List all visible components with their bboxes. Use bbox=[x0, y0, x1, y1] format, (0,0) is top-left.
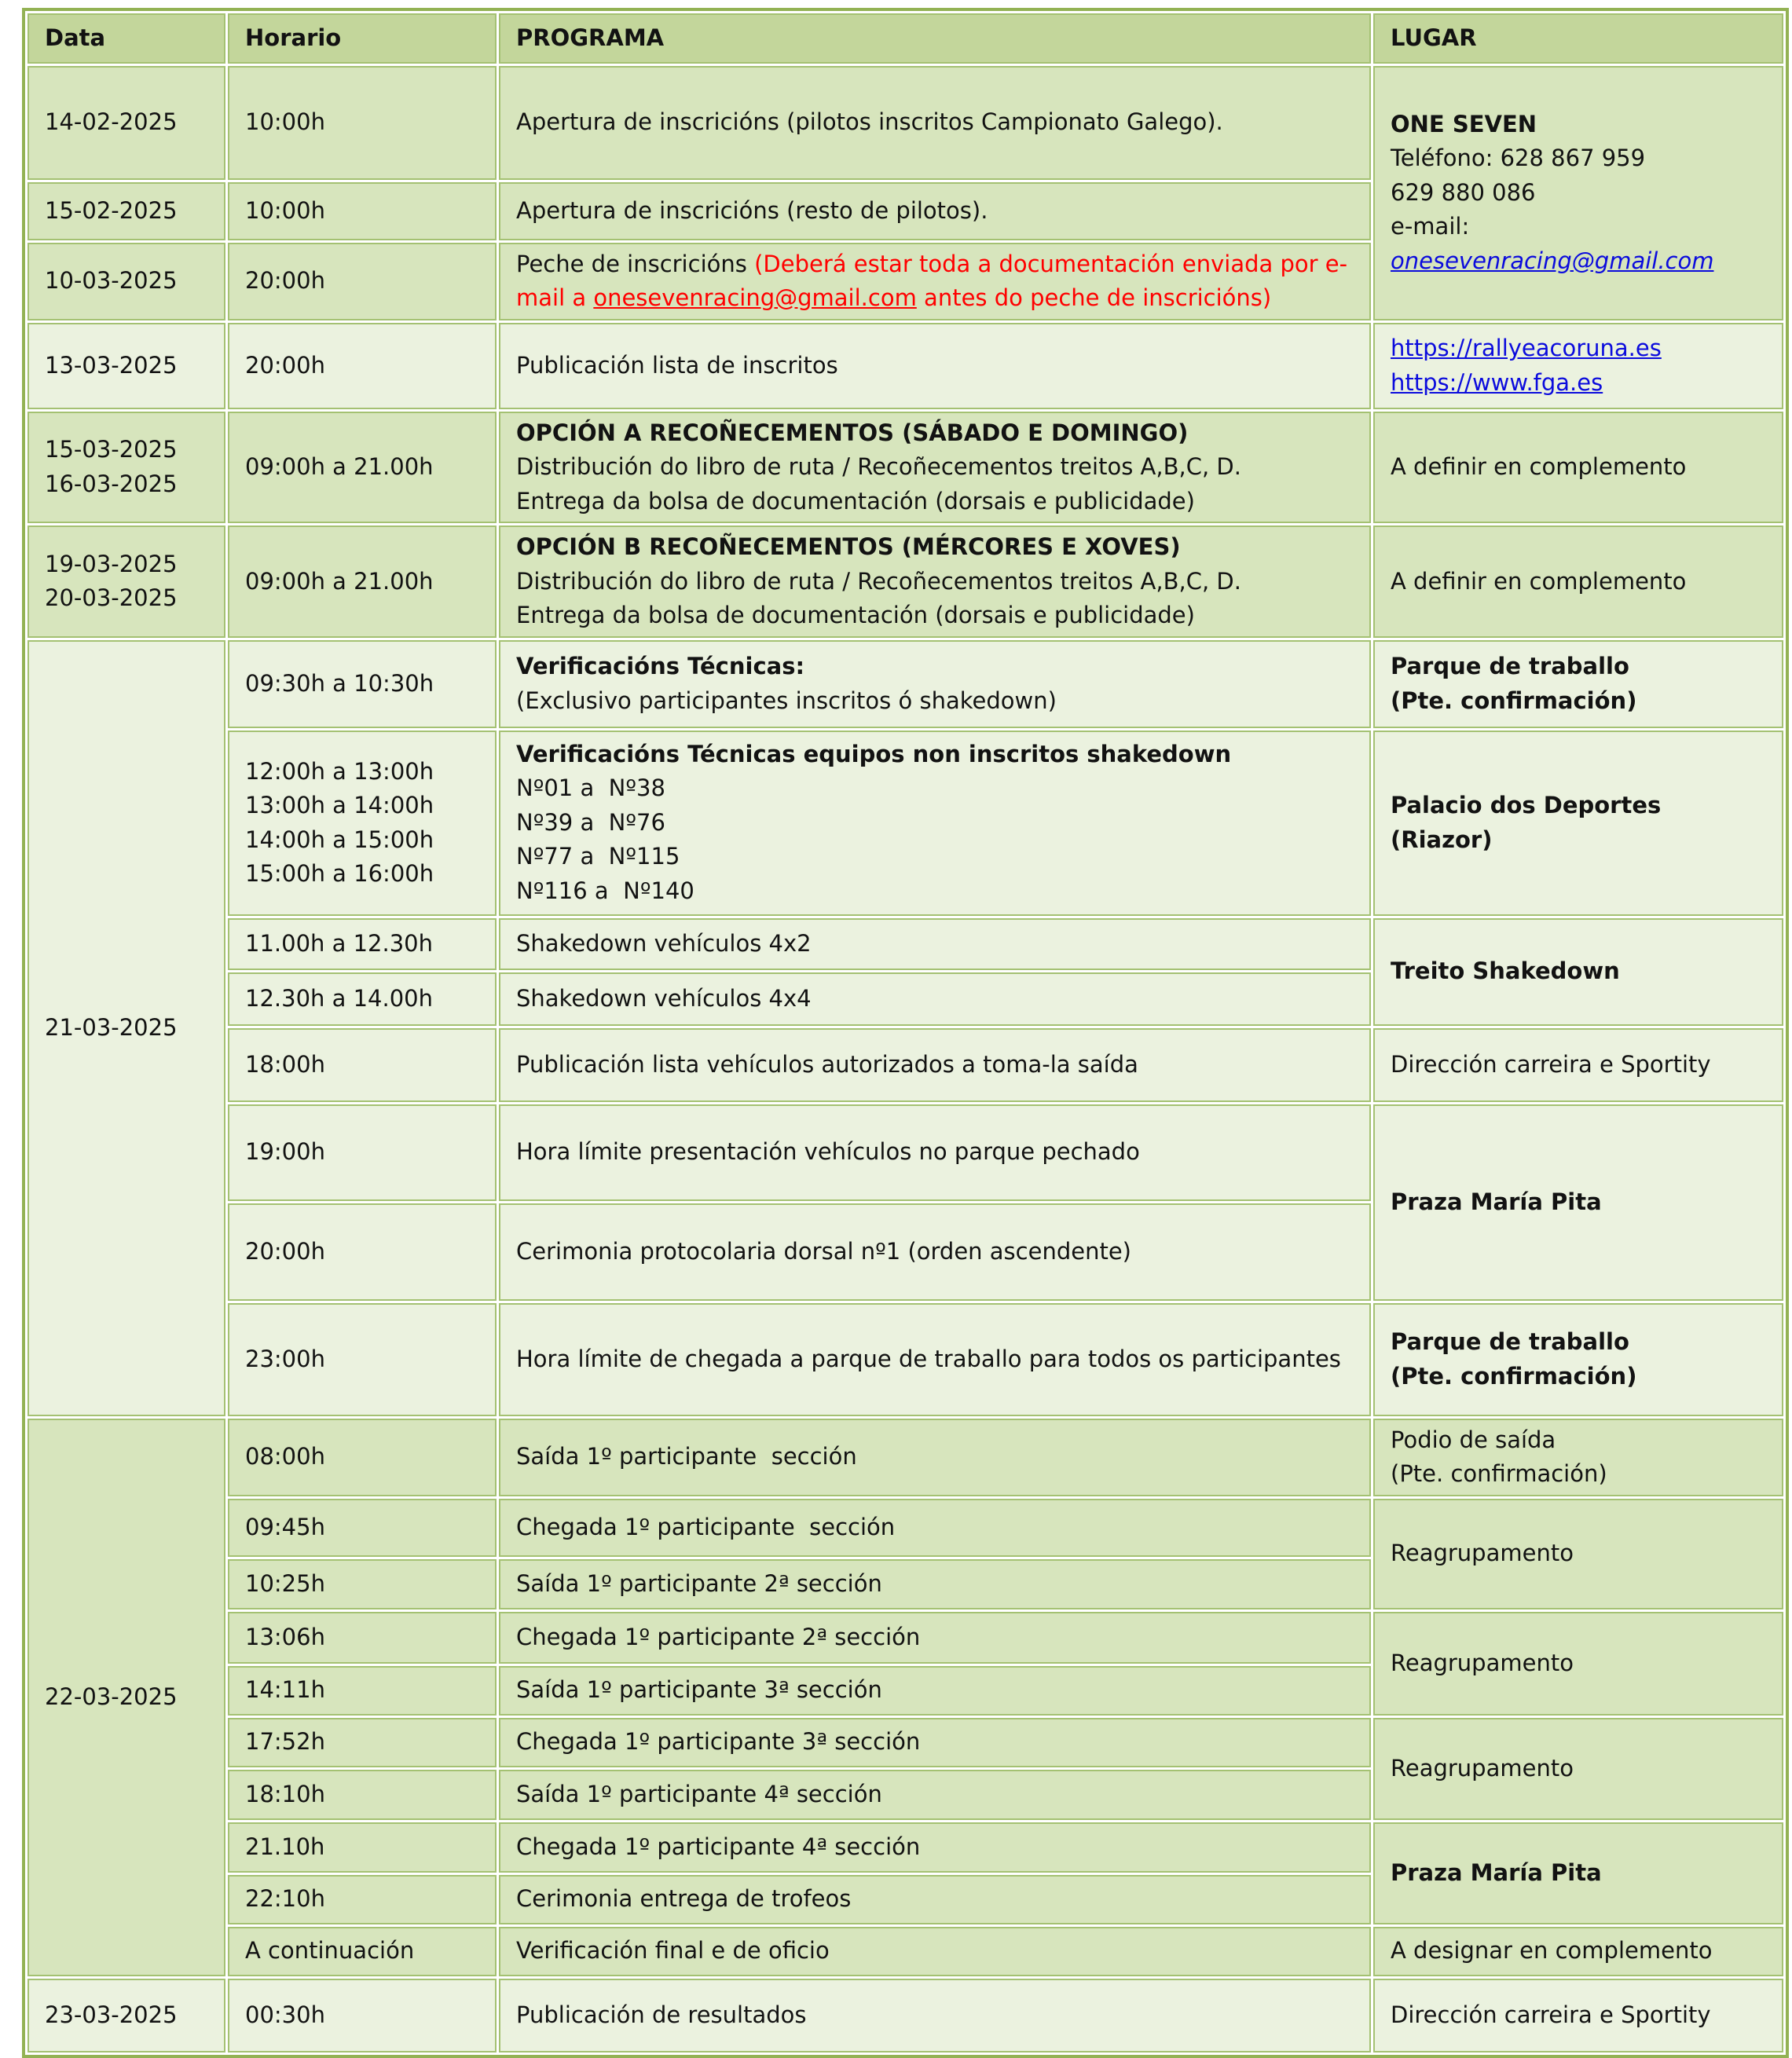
programa-cell bbox=[499, 640, 1371, 728]
programa-text: Saída 1º participante 3ª sección bbox=[516, 1676, 882, 1704]
time-value: 13:06h bbox=[245, 1623, 325, 1650]
date-value: 19-03-2025 bbox=[45, 550, 178, 577]
lugar-text: Dirección carreira e Sportity bbox=[1391, 2001, 1711, 2028]
lugar-cell bbox=[1373, 731, 1783, 916]
date-value: 21-03-2025 bbox=[45, 1013, 178, 1041]
table-row bbox=[27, 525, 1783, 638]
organizer-phone-1: Teléfono: 628 867 959 bbox=[1391, 145, 1646, 172]
time-value: 09:30h a 10:30h bbox=[245, 669, 434, 697]
lugar-text: Praza María Pita bbox=[1391, 1188, 1602, 1215]
time-cell bbox=[228, 1203, 497, 1301]
lugar-cell bbox=[1373, 640, 1783, 728]
programa-title: Verificacións Técnicas equipos non inscritos shakedown bbox=[516, 740, 1232, 767]
programa-cell bbox=[499, 412, 1371, 524]
time-cell bbox=[228, 1499, 497, 1557]
programa-cell bbox=[499, 918, 1371, 970]
time-value: 20:00h bbox=[245, 267, 325, 295]
column-header-label: Horario bbox=[245, 24, 342, 51]
programa-text: Publicación lista de inscritos bbox=[516, 351, 838, 379]
deadline-warning-text: (Deberá estar toda a documentación enviada por e-mail a bbox=[516, 250, 1348, 311]
time-cell bbox=[228, 1875, 497, 1924]
programa-text: Saída 1º participante 4ª sección bbox=[516, 1780, 882, 1807]
lugar-links-cell bbox=[1373, 323, 1783, 409]
date-cell bbox=[27, 525, 225, 638]
table-row bbox=[27, 1718, 1783, 1767]
programa-cell bbox=[499, 1499, 1371, 1557]
date-cell bbox=[27, 640, 225, 1416]
programa-text: Shakedown vehículos 4x4 bbox=[516, 984, 812, 1012]
programa-text: Hora límite presentación vehículos no parque pechado bbox=[516, 1138, 1140, 1166]
date-value: 20-03-2025 bbox=[45, 584, 178, 612]
programa-text: Peche de inscricións bbox=[516, 250, 755, 277]
programa-text: Verificación final e de oficio bbox=[516, 1937, 830, 1965]
email-link[interactable]: onesevenracing@gmail.com bbox=[1391, 247, 1714, 274]
lugar-text: Reagrupamento bbox=[1391, 1754, 1574, 1782]
time-cell bbox=[228, 182, 497, 240]
date-value: 22-03-2025 bbox=[45, 1683, 178, 1710]
lugar-text: (Riazor) bbox=[1391, 826, 1493, 853]
table-row bbox=[27, 323, 1783, 409]
time-value: 09:00h a 21.00h bbox=[245, 453, 434, 480]
programa-text: Nº116 a Nº140 bbox=[516, 877, 694, 904]
programa-title: OPCIÓN A RECOÑECEMENTOS (SÁBADO E DOMINGO) bbox=[516, 419, 1189, 446]
time-cell bbox=[228, 1979, 497, 2053]
lugar-cell bbox=[1373, 1718, 1783, 1820]
lugar-cell bbox=[1373, 1499, 1783, 1609]
time-value: 11.00h a 12.30h bbox=[245, 929, 434, 957]
column-header-data bbox=[27, 13, 225, 64]
time-cell bbox=[228, 323, 497, 409]
time-cell bbox=[228, 1104, 497, 1201]
column-header-programa bbox=[499, 13, 1371, 64]
programa-text: Saída 1º participante sección bbox=[516, 1443, 857, 1470]
programa-text: Cerimonia protocolaria dorsal nº1 (orden ascendente) bbox=[516, 1237, 1131, 1265]
time-cell bbox=[228, 66, 497, 180]
table-row bbox=[27, 66, 1783, 180]
date-cell bbox=[27, 1419, 225, 1976]
lugar-text: A definir en complemento bbox=[1391, 453, 1687, 480]
time-cell bbox=[228, 1718, 497, 1767]
lugar-text: Praza María Pita bbox=[1391, 1858, 1602, 1886]
website-link-rallyeacoruna[interactable]: https://rallyeacoruna.es bbox=[1391, 335, 1662, 361]
programa-cell bbox=[499, 66, 1371, 180]
time-value: 20:00h bbox=[245, 1237, 325, 1265]
time-cell bbox=[228, 243, 497, 320]
date-value: 10-03-2025 bbox=[45, 267, 178, 295]
time-value: 10:00h bbox=[245, 108, 325, 136]
programa-cell bbox=[499, 1770, 1371, 1820]
lugar-text: (Pte. confirmación) bbox=[1391, 1460, 1607, 1487]
programa-text: Entrega da bolsa de documentación (dorsais e publicidade) bbox=[516, 602, 1195, 628]
programa-text: Distribución do libro de ruta / Recoñecementos treitos A,B,C, D. bbox=[516, 567, 1241, 595]
lugar-text: Treito Shakedown bbox=[1391, 958, 1620, 985]
time-value: 09:00h a 21.00h bbox=[245, 567, 434, 595]
time-value: 18:00h bbox=[245, 1050, 325, 1078]
organizer-name: ONE SEVEN bbox=[1391, 110, 1537, 137]
time-value: 21.10h bbox=[245, 1833, 325, 1860]
table-row bbox=[27, 1104, 1783, 1201]
programa-cell bbox=[499, 1203, 1371, 1301]
table-row bbox=[27, 731, 1783, 916]
organizer-phone-2: 629 880 086 bbox=[1391, 178, 1536, 206]
programa-cell bbox=[499, 731, 1371, 916]
column-header-label: PROGRAMA bbox=[516, 24, 665, 51]
date-cell bbox=[27, 323, 225, 409]
time-value: 13:00h a 14:00h bbox=[245, 792, 434, 818]
deadline-warning-text: antes do peche de inscricións) bbox=[916, 284, 1272, 311]
time-cell bbox=[228, 1303, 497, 1416]
lugar-text: (Pte. confirmación) bbox=[1391, 687, 1637, 714]
time-cell bbox=[228, 412, 497, 524]
table-row bbox=[27, 640, 1783, 728]
date-cell bbox=[27, 1979, 225, 2053]
time-value: 19:00h bbox=[245, 1138, 325, 1166]
lugar-cell bbox=[1373, 1612, 1783, 1716]
time-cell bbox=[228, 1822, 497, 1873]
programa-cell bbox=[499, 525, 1371, 638]
time-value: A continuación bbox=[245, 1937, 415, 1965]
time-value: 22:10h bbox=[245, 1885, 325, 1913]
date-cell bbox=[27, 243, 225, 320]
programa-cell bbox=[499, 1875, 1371, 1924]
lugar-text: Reagrupamento bbox=[1391, 1540, 1574, 1567]
time-value: 00:30h bbox=[245, 2001, 325, 2028]
date-value: 23-03-2025 bbox=[45, 2001, 178, 2028]
programa-text: Apertura de inscricións (pilotos inscritos Campionato Galego). bbox=[516, 108, 1223, 136]
lugar-text: Dirección carreira e Sportity bbox=[1391, 1050, 1711, 1078]
date-value: 13-03-2025 bbox=[45, 351, 178, 379]
date-cell bbox=[27, 182, 225, 240]
table-header-row bbox=[27, 13, 1783, 64]
programa-text: Saída 1º participante 2ª sección bbox=[516, 1569, 882, 1597]
time-value: 09:45h bbox=[245, 1513, 325, 1540]
programa-cell bbox=[499, 1612, 1371, 1664]
programa-text: Nº01 a Nº38 bbox=[516, 774, 665, 802]
date-value: 14-02-2025 bbox=[45, 108, 178, 136]
time-cell bbox=[228, 731, 497, 916]
programa-text: Hora límite de chegada a parque de traballo para todos os participantes bbox=[516, 1345, 1341, 1372]
lugar-text: (Pte. confirmación) bbox=[1391, 1362, 1637, 1390]
programa-text: Chegada 1º participante sección bbox=[516, 1513, 896, 1540]
programa-cell bbox=[499, 1303, 1371, 1416]
time-cell bbox=[228, 1927, 497, 1976]
programa-cell bbox=[499, 1927, 1371, 1976]
programa-title: OPCIÓN B RECOÑECEMENTOS (MÉRCORES E XOVES) bbox=[516, 533, 1181, 560]
time-value: 10:00h bbox=[245, 196, 325, 224]
time-value: 17:52h bbox=[245, 1728, 325, 1756]
table-row bbox=[27, 1612, 1783, 1664]
table-row bbox=[27, 1303, 1783, 1416]
lugar-text: A designar en complemento bbox=[1391, 1937, 1713, 1965]
schedule-table bbox=[22, 8, 1789, 2058]
programa-text: Nº77 a Nº115 bbox=[516, 843, 680, 870]
programa-title: Verificacións Técnicas: bbox=[516, 653, 805, 679]
table-row bbox=[27, 1822, 1783, 1873]
lugar-text: Parque de traballo bbox=[1391, 653, 1629, 679]
programa-cell bbox=[499, 1028, 1371, 1102]
programa-cell bbox=[499, 1718, 1371, 1767]
programa-text: (Exclusivo participantes inscritos ó shakedown) bbox=[516, 687, 1057, 714]
table-row bbox=[27, 412, 1783, 524]
programa-text: Entrega da bolsa de documentación (dorsais e publicidade) bbox=[516, 487, 1195, 514]
programa-cell bbox=[499, 243, 1371, 320]
time-value: 20:00h bbox=[245, 351, 325, 379]
time-value: 12.30h a 14.00h bbox=[245, 984, 434, 1012]
date-value: 15-02-2025 bbox=[45, 196, 178, 224]
programa-text: Cerimonia entrega de trofeos bbox=[516, 1885, 852, 1913]
lugar-text: A definir en complemento bbox=[1391, 567, 1687, 595]
programa-cell bbox=[499, 1104, 1371, 1201]
lugar-cell bbox=[1373, 412, 1783, 524]
lugar-cell bbox=[1373, 1028, 1783, 1102]
programa-text: Publicación lista vehículos autorizados a toma-la saída bbox=[516, 1050, 1138, 1078]
lugar-cell bbox=[1373, 1979, 1783, 2053]
website-link-fga[interactable]: https://www.fga.es bbox=[1391, 368, 1603, 396]
table-row bbox=[27, 918, 1783, 970]
lugar-text: Podio de saída bbox=[1391, 1426, 1556, 1453]
programa-text: Chegada 1º participante 3ª sección bbox=[516, 1728, 921, 1756]
lugar-text: Palacio dos Deportes bbox=[1391, 792, 1662, 818]
lugar-contact-cell bbox=[1373, 66, 1783, 320]
time-cell bbox=[228, 1612, 497, 1664]
time-value: 12:00h a 13:00h bbox=[245, 757, 434, 785]
table-row bbox=[27, 1979, 1783, 2053]
email-label: e-mail: bbox=[1391, 213, 1470, 240]
programa-text: Apertura de inscricións (resto de pilotos). bbox=[516, 196, 988, 224]
time-value: 10:25h bbox=[245, 1569, 325, 1597]
programa-text: Publicación de resultados bbox=[516, 2001, 807, 2028]
lugar-cell bbox=[1373, 525, 1783, 638]
date-value: 16-03-2025 bbox=[45, 470, 178, 497]
programa-cell bbox=[499, 1979, 1371, 2053]
table-row bbox=[27, 1927, 1783, 1976]
time-cell bbox=[228, 1666, 497, 1716]
time-value: 14:11h bbox=[245, 1676, 325, 1704]
lugar-text: Reagrupamento bbox=[1391, 1649, 1574, 1676]
column-header-lugar bbox=[1373, 13, 1783, 64]
time-cell bbox=[228, 1419, 497, 1496]
programa-text: Shakedown vehículos 4x2 bbox=[516, 929, 812, 957]
programa-text: Nº39 a Nº76 bbox=[516, 808, 665, 836]
time-cell bbox=[228, 918, 497, 970]
time-cell bbox=[228, 640, 497, 728]
lugar-cell bbox=[1373, 918, 1783, 1026]
programa-cell bbox=[499, 1419, 1371, 1496]
date-value: 15-03-2025 bbox=[45, 436, 178, 463]
table-row bbox=[27, 1419, 1783, 1496]
time-cell bbox=[228, 525, 497, 638]
programa-cell bbox=[499, 182, 1371, 240]
time-value: 14:00h a 15:00h bbox=[245, 826, 434, 853]
time-value: 15:00h a 16:00h bbox=[245, 860, 434, 887]
time-value: 23:00h bbox=[245, 1345, 325, 1372]
column-header-label: LUGAR bbox=[1391, 24, 1477, 51]
time-cell bbox=[228, 1028, 497, 1102]
date-cell bbox=[27, 412, 225, 524]
programa-text: Chegada 1º participante 4ª sección bbox=[516, 1833, 921, 1860]
lugar-cell bbox=[1373, 1927, 1783, 1976]
time-cell bbox=[228, 972, 497, 1026]
time-value: 18:10h bbox=[245, 1780, 325, 1807]
email-link-red[interactable]: onesevenracing@gmail.com bbox=[593, 284, 917, 311]
lugar-cell bbox=[1373, 1303, 1783, 1416]
lugar-text: Parque de traballo bbox=[1391, 1328, 1629, 1355]
table-row bbox=[27, 1028, 1783, 1102]
programa-text: Chegada 1º participante 2ª sección bbox=[516, 1623, 921, 1650]
lugar-cell bbox=[1373, 1104, 1783, 1301]
programa-cell bbox=[499, 1666, 1371, 1716]
lugar-cell bbox=[1373, 1419, 1783, 1496]
date-cell bbox=[27, 66, 225, 180]
lugar-cell bbox=[1373, 1822, 1783, 1924]
time-cell bbox=[228, 1770, 497, 1820]
table-row bbox=[27, 1499, 1783, 1557]
column-header-horario bbox=[228, 13, 497, 64]
programa-cell bbox=[499, 972, 1371, 1026]
time-cell bbox=[228, 1559, 497, 1609]
programa-text: Distribución do libro de ruta / Recoñecementos treitos A,B,C, D. bbox=[516, 453, 1241, 480]
time-value: 08:00h bbox=[245, 1443, 325, 1470]
programa-cell bbox=[499, 1559, 1371, 1609]
column-header-label: Data bbox=[45, 24, 106, 51]
programa-cell bbox=[499, 1822, 1371, 1873]
programa-cell bbox=[499, 323, 1371, 409]
